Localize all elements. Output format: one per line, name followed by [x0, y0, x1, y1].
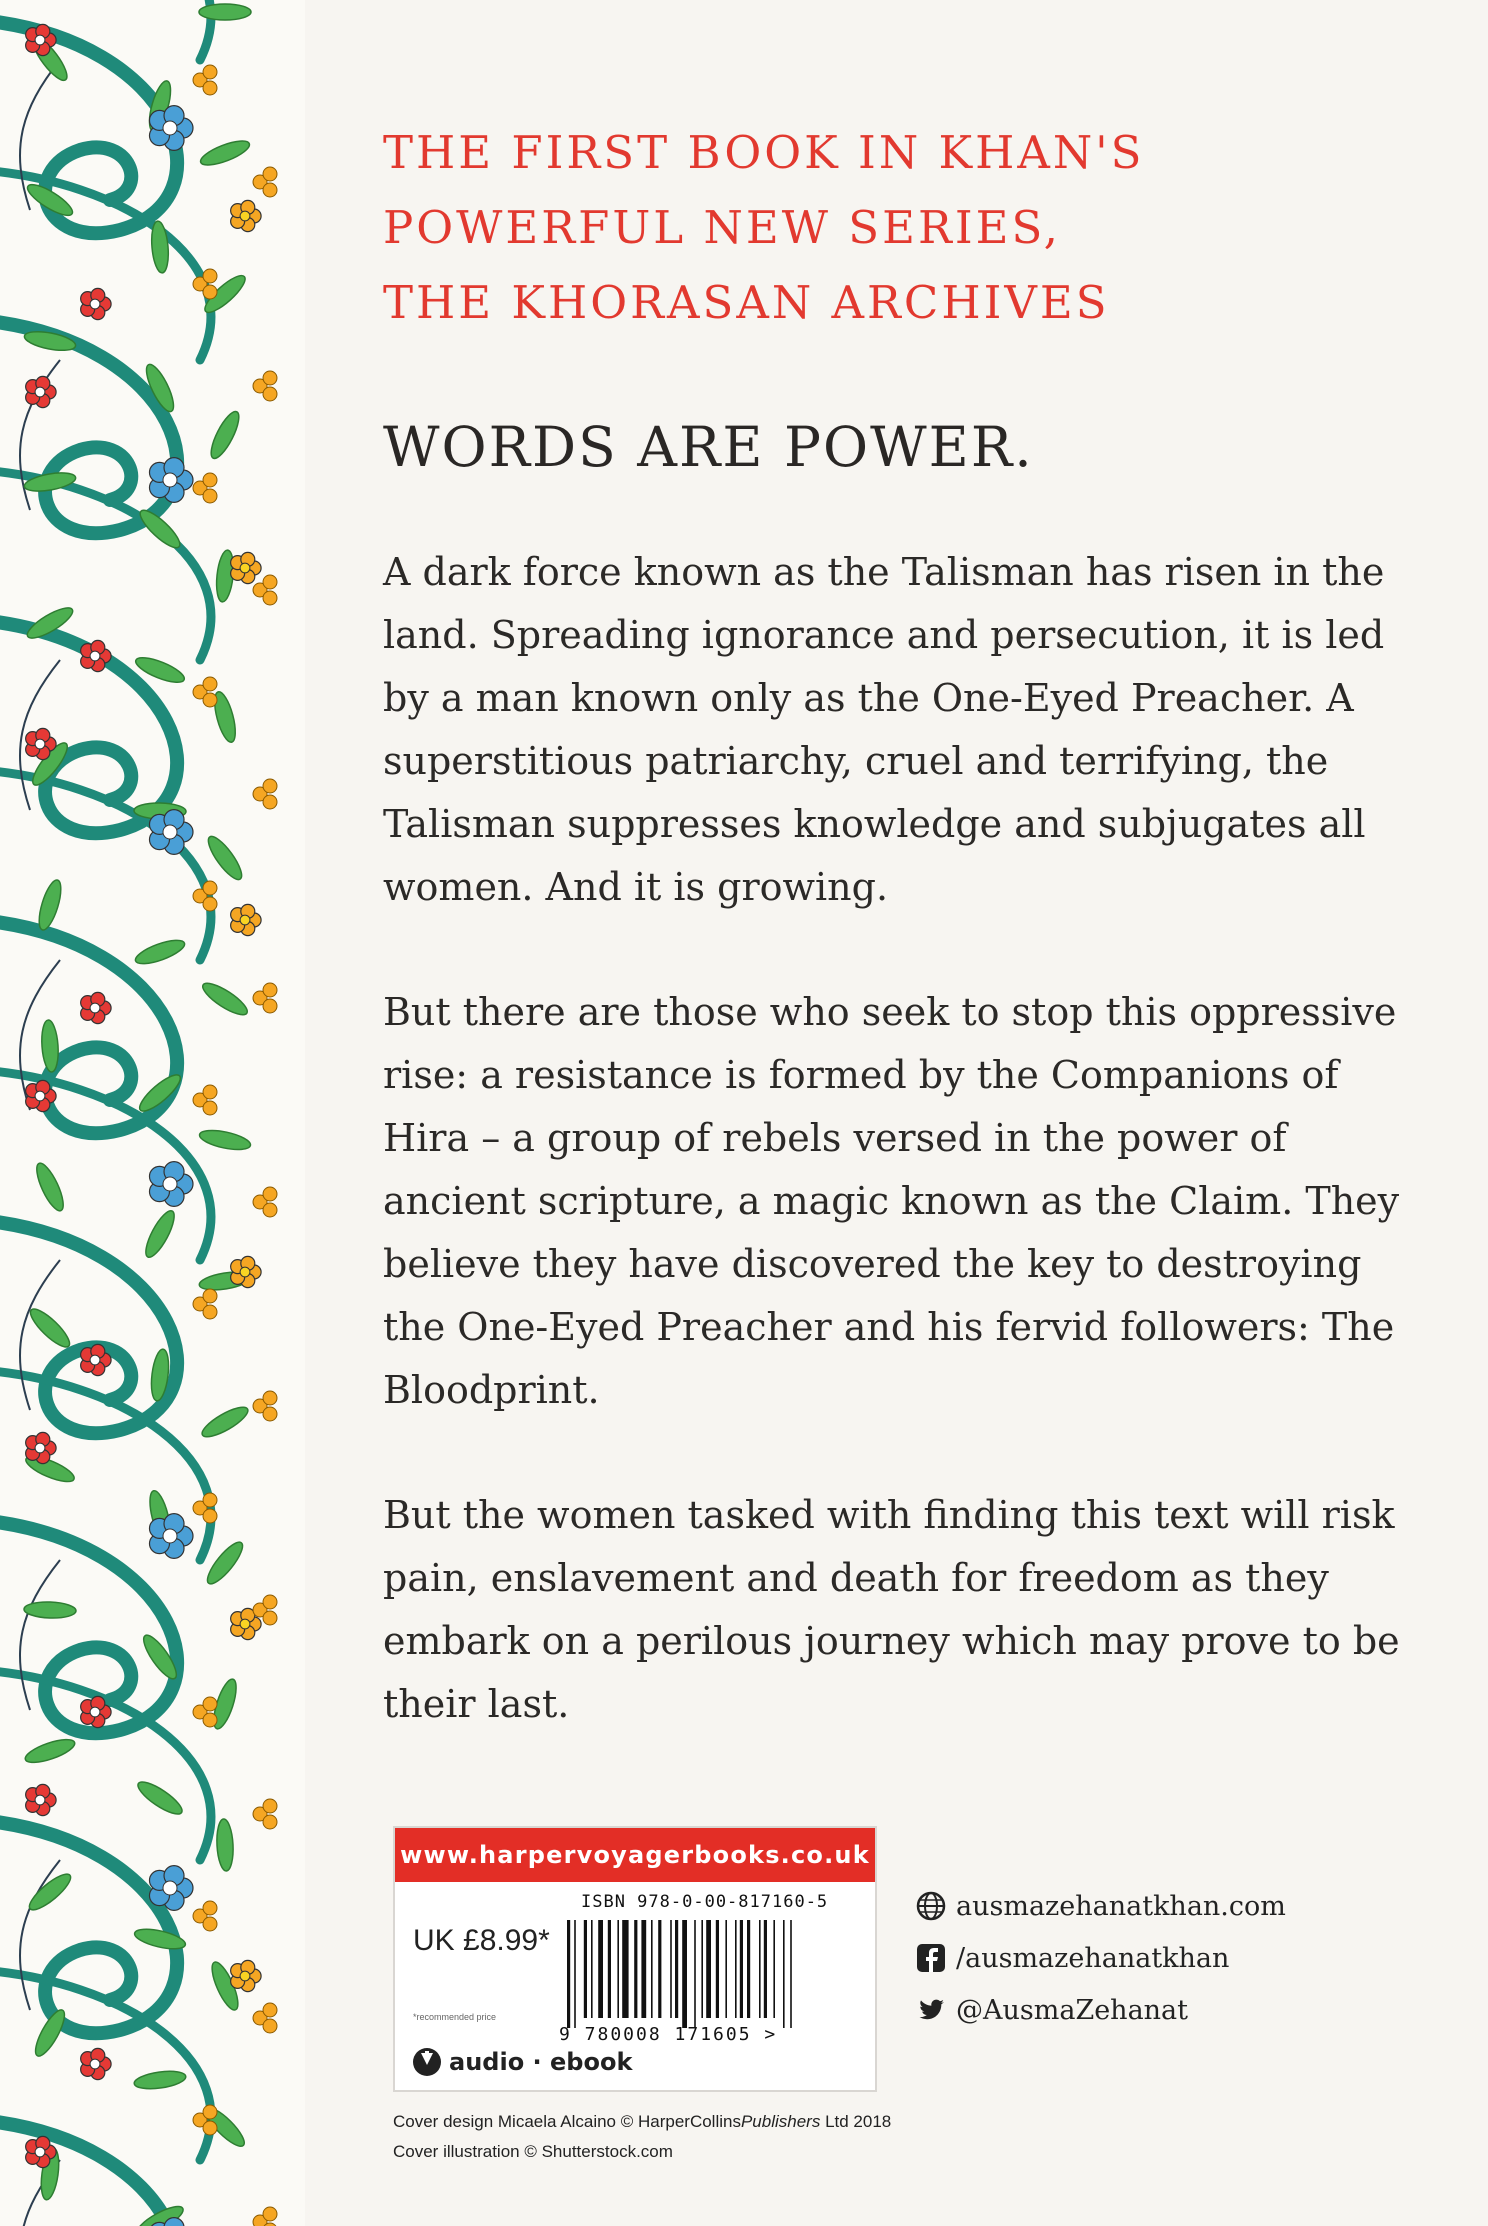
flower-center — [163, 473, 177, 487]
berry-shape — [263, 387, 277, 401]
barcode-bar — [651, 1920, 653, 2018]
leaf-shape — [198, 1127, 252, 1153]
barcode-bar — [759, 1920, 761, 2018]
credits-line-2: Cover illustration © Shutterstock.com — [393, 2142, 673, 2161]
barcode-bar — [706, 1920, 711, 2018]
barcode-bar — [622, 1920, 628, 2018]
publisher-url[interactable]: www.harpervoyagerbooks.co.uk — [395, 1828, 875, 1882]
barcode-box — [393, 1826, 877, 2092]
berry-shape — [203, 693, 217, 707]
berry-shape — [263, 2003, 277, 2017]
berry-shape — [203, 677, 217, 691]
leaf-shape — [141, 1207, 180, 1260]
flower-center — [90, 1355, 100, 1365]
leaf-shape — [26, 1304, 75, 1352]
social-links — [916, 1880, 1286, 2036]
berry-shape — [263, 575, 277, 589]
twitter-icon — [916, 1995, 946, 2025]
series-line-1: THE FIRST BOOK IN KHAN'S — [383, 126, 1145, 179]
headline: WORDS ARE POWER. — [383, 415, 1034, 479]
berry-shape — [203, 285, 217, 299]
berry-shape — [203, 881, 217, 895]
berry-shape — [263, 1611, 277, 1625]
flower-center — [163, 1881, 177, 1895]
flower-center — [35, 387, 45, 397]
barcode-bar — [725, 1920, 727, 2018]
barcode-bar — [701, 1920, 703, 2018]
leaf-shape — [133, 936, 187, 969]
leaf-shape — [133, 1925, 187, 1952]
barcode-bar — [617, 1920, 619, 2018]
vine-stroke — [0, 2120, 177, 2226]
flower-center — [90, 2059, 100, 2069]
flower-center — [90, 299, 100, 309]
barcode-bar — [783, 1920, 785, 2028]
berry-shape — [203, 1101, 217, 1115]
formats-text: audio · ebook — [449, 2048, 633, 2076]
leaf-shape — [32, 1160, 68, 1214]
berry-shape — [263, 795, 277, 809]
berry-shape — [203, 1085, 217, 1099]
barcode-bar — [682, 1920, 687, 2028]
flower-center — [35, 1443, 45, 1453]
berry-shape — [263, 999, 277, 1013]
leaf-shape — [35, 878, 66, 932]
barcode-bar — [694, 1920, 696, 2028]
berry-shape — [203, 1697, 217, 1711]
barcode-bar — [591, 1920, 593, 2018]
social-facebook[interactable] — [916, 1932, 1286, 1984]
leaf-shape — [133, 2068, 187, 2091]
leaf-shape — [134, 1777, 186, 1819]
flower-center — [35, 1091, 45, 1101]
leaf-shape — [23, 1735, 77, 1767]
flower-center — [35, 35, 45, 45]
leaf-shape — [206, 408, 244, 462]
barcode-bar — [598, 1920, 603, 2018]
barcode-bar — [764, 1920, 767, 2018]
leaf-shape — [216, 1819, 235, 1872]
barcode-bar — [675, 1920, 678, 2018]
berry-shape — [203, 81, 217, 95]
globe-icon — [916, 1891, 946, 1921]
blurb-paragraph-2: But there are those who seek to stop this oppressive rise: a resistance is formed by the Companions of Hira – a group of rebels versed in the power of ancient scripture, a magic known as the Claim. They believe they have discovered the key to destroying the One-Eyed Preacher and his fervid followers: The Bloodprint. — [383, 990, 1400, 1412]
flower-center — [240, 211, 250, 221]
flower-center — [240, 1619, 250, 1629]
berry-shape — [263, 2207, 277, 2221]
berry-shape — [263, 591, 277, 605]
berry-shape — [203, 1917, 217, 1931]
berry-shape — [203, 489, 217, 503]
barcode-bar — [574, 1920, 576, 2028]
berry-shape — [263, 371, 277, 385]
berry-shape — [203, 269, 217, 283]
social-website[interactable] — [916, 1880, 1286, 1932]
berry-shape — [263, 1815, 277, 1829]
berry-shape — [263, 1203, 277, 1217]
berry-shape — [203, 1305, 217, 1319]
leaf-shape — [24, 1601, 77, 1619]
barcode-bar — [740, 1920, 743, 2018]
berry-shape — [203, 1493, 217, 1507]
download-icon — [413, 2048, 441, 2076]
flower-center — [35, 1795, 45, 1805]
berry-shape — [203, 2105, 217, 2119]
flower-center — [240, 1971, 250, 1981]
berry-shape — [203, 897, 217, 911]
berry-shape — [263, 1407, 277, 1421]
barcode-digits: 9 780008 171605 > — [559, 2024, 778, 2045]
series-line-3: THE KHORASAN ARCHIVES — [383, 276, 1110, 329]
barcode-bar — [634, 1920, 637, 2018]
leaf-shape — [199, 978, 251, 1020]
berry-shape — [203, 1509, 217, 1523]
leaf-shape — [203, 832, 247, 883]
floral-vine-illustration — [0, 0, 305, 2226]
berry-shape — [263, 779, 277, 793]
barcode-bar — [716, 1920, 719, 2018]
flower-center — [90, 651, 100, 661]
credits-year: Ltd 2018 — [820, 2112, 892, 2131]
rrp-note: *recommended price — [413, 2012, 497, 2022]
barcode-bar — [670, 1920, 672, 2018]
series-line-2: POWERFUL NEW SERIES, — [383, 201, 1061, 254]
credits — [393, 2107, 891, 2167]
berry-shape — [263, 183, 277, 197]
isbn-text: ISBN 978-0-00-817160-5 — [581, 1892, 829, 1912]
flower-center — [240, 1267, 250, 1277]
social-twitter[interactable] — [916, 1984, 1286, 2036]
flower-center — [90, 1003, 100, 1013]
blurb-paragraph-1: A dark force known as the Talisman has risen in the land. Spreading ignorance and persecution, it is led by a man known only as the One-Eyed Preacher. A superstitious patriarchy, cruel and terrifying, the Talisman suppresses knowledge and subjugates all women. And it is growing. — [383, 550, 1385, 909]
berry-shape — [263, 1187, 277, 1201]
barcode-bar — [584, 1920, 587, 2018]
website-text: ausmazehanatkhan.com — [956, 1890, 1286, 1922]
flower-center — [163, 1529, 177, 1543]
barcode-bar — [790, 1920, 792, 2028]
flower-center — [240, 563, 250, 573]
facebook-icon — [916, 1943, 946, 1973]
leaf-shape — [198, 136, 252, 170]
flower-center — [35, 739, 45, 749]
berry-shape — [203, 1901, 217, 1915]
flower-center — [163, 121, 177, 135]
barcode-bar — [773, 1920, 775, 2018]
credits-line-1 — [393, 2107, 891, 2137]
leaf-shape — [25, 1869, 75, 1915]
price-text: UK £8.99* — [413, 1924, 550, 1957]
barcode-bar — [747, 1920, 750, 2018]
twitter-text: @AusmaZehanat — [956, 1994, 1189, 2026]
berry-shape — [263, 1595, 277, 1609]
barcode-bar — [658, 1920, 661, 2018]
barcode-bar — [735, 1920, 737, 2018]
flower-center — [163, 825, 177, 839]
leaf-shape — [199, 4, 251, 20]
berry-shape — [203, 1289, 217, 1303]
berry-shape — [263, 167, 277, 181]
berry-shape — [263, 1799, 277, 1813]
berry-shape — [263, 983, 277, 997]
credits-design: Cover design Micaela Alcaino © HarperCollins — [393, 2112, 741, 2131]
flower-center — [35, 2147, 45, 2157]
flower-center — [163, 1177, 177, 1191]
leaf-shape — [198, 1402, 251, 1442]
berry-shape — [203, 2121, 217, 2135]
barcode-image — [563, 1920, 833, 2030]
barcode-bar — [608, 1920, 611, 2018]
back-cover-text — [383, 115, 1403, 1736]
berry-shape — [203, 65, 217, 79]
barcode-bar — [567, 1920, 570, 2028]
flower-center — [240, 915, 250, 925]
leaf-shape — [150, 220, 170, 273]
berry-shape — [203, 473, 217, 487]
berry-shape — [263, 1391, 277, 1405]
barcode-bar — [641, 1920, 646, 2018]
floral-border — [0, 0, 305, 2226]
berry-shape — [203, 1713, 217, 1727]
credits-publishers: Publishers — [740, 2112, 821, 2131]
berry-shape — [263, 2019, 277, 2033]
formats-line — [413, 2048, 632, 2076]
blurb-paragraph-3: But the women tasked with finding this text will risk pain, enslavement and death for freedom as they embark on a perilous journey which may prove to be their last. — [383, 1493, 1400, 1726]
facebook-text: /ausmazehanatkhan — [956, 1942, 1230, 1974]
flower-center — [90, 1707, 100, 1717]
leaf-shape — [40, 1020, 60, 1073]
